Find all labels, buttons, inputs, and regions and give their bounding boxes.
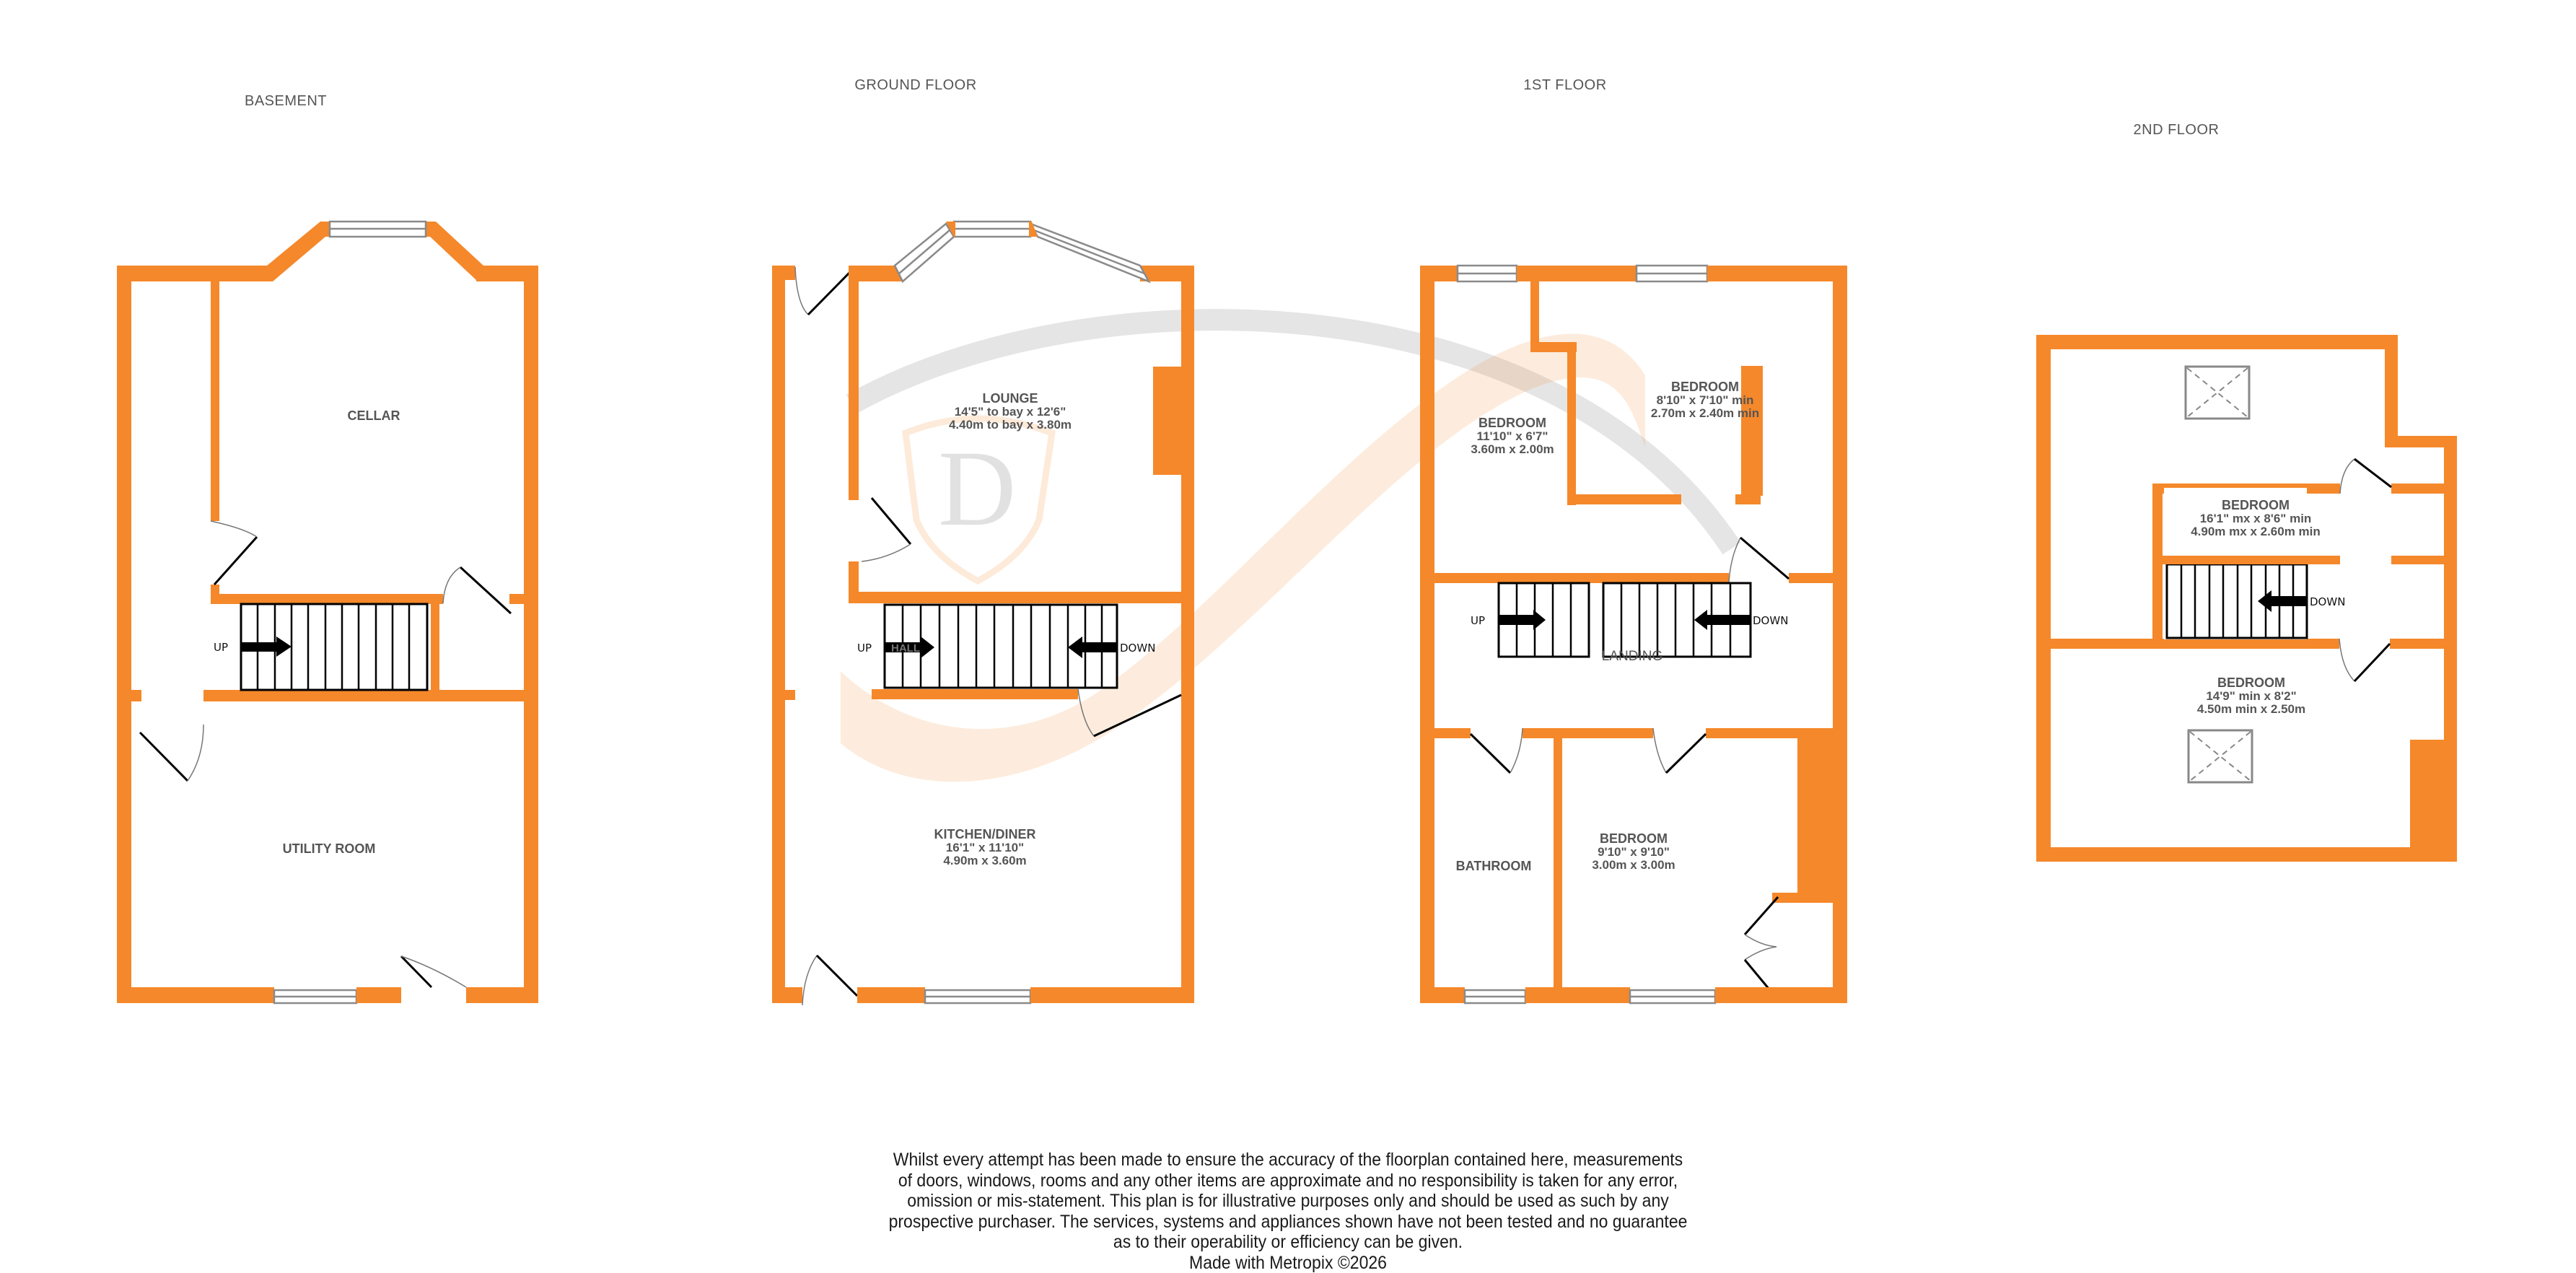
second-floor-stair-top-wall [2152, 556, 2340, 564]
room-bedroom-2-rear-dim-imperial: 14'9" min x 8'2" [2206, 689, 2296, 703]
room-bedroom-1-front-left-dim-metric: 3.60m x 2.00m [1471, 442, 1554, 456]
room-bedroom-1-front-left: BEDROOM [1478, 416, 1546, 430]
second-floor-stair-box [2167, 564, 2345, 638]
first-stair-up-label: UP [1471, 614, 1485, 627]
room-bedroom-1-front-right-dim-metric: 2.70m x 2.40m min [1651, 406, 1759, 420]
room-bedroom-2-front-dim-metric: 4.90m mx x 2.60m min [2191, 525, 2321, 538]
room-bedroom-2-rear-dim-metric: 4.50m min x 2.50m [2197, 702, 2305, 716]
second-floor-stair-top-wall-right [2391, 556, 2444, 564]
floor-label-second: 2ND FLOOR [2134, 122, 2220, 138]
room-bedroom-1-rear-dim-imperial: 9'10" x 9'10" [1598, 845, 1670, 859]
disclaimer [867, 1150, 1709, 1273]
room-bedroom-1-front-left-dim-imperial: 11'10" x 6'7" [1477, 429, 1548, 443]
disclaimer-line: of doors, windows, rooms and any other items are approximate and no responsibility is taken for any error, [867, 1171, 1709, 1191]
ground-floor-plan [772, 222, 1194, 1005]
room-bathroom: BATHROOM [1456, 859, 1532, 873]
ground-floor-staircase [857, 605, 1155, 688]
ground-stair-down-label: DOWN [1120, 642, 1155, 655]
watermark-letter: D [938, 429, 1016, 548]
basement-stair-up-label: UP [214, 641, 228, 654]
room-bedroom-1-rear-dim-metric: 3.00m x 3.00m [1592, 858, 1675, 872]
room-cellar: CELLAR [348, 408, 400, 423]
skylight-icon [2186, 367, 2249, 419]
room-utility: UTILITY ROOM [283, 841, 376, 856]
room-lounge: LOUNGE [982, 391, 1038, 406]
disclaimer-line: as to their operability or efficiency can be given. [867, 1232, 1709, 1253]
watermark [841, 320, 1732, 782]
disclaimer-line: omission or mis-statement. This plan is for illustrative purposes only and should be used as such by any [867, 1191, 1709, 1212]
room-kitchen-dim-metric: 4.90m x 3.60m [943, 854, 1026, 867]
room-bedroom-1-rear: BEDROOM [1600, 831, 1668, 846]
room-hall: HALL [891, 642, 920, 655]
room-bedroom-2-front: BEDROOM [2222, 498, 2290, 512]
room-lounge-dim-imperial: 14'5" to bay x 12'6" [955, 405, 1066, 419]
ground-stair-up-label: UP [857, 642, 872, 655]
room-bedroom-2-rear: BEDROOM [2217, 675, 2285, 690]
room-kitchen: KITCHEN/DINER [934, 827, 1035, 841]
basement-plan [117, 222, 538, 1003]
floor-label-first: 1ST FLOOR [1523, 77, 1606, 93]
room-bedroom-2-front-dim-imperial: 16'1" mx x 8'6" min [2200, 512, 2312, 525]
metropix-credit: Made with Metropix ©2026 [867, 1253, 1709, 1273]
floor-label-basement: BASEMENT [245, 93, 327, 109]
room-bedroom-1-front-right-dim-imperial: 8'10" x 7'10" min [1657, 393, 1754, 407]
room-bedroom-1-front-right: BEDROOM [1671, 380, 1739, 394]
room-lounge-dim-metric: 4.40m to bay x 3.80m [949, 418, 1072, 432]
skylight-icon [2189, 730, 2252, 782]
floor-label-ground: GROUND FLOOR [854, 77, 976, 93]
first-floor-staircase [1471, 583, 1788, 657]
disclaimer-line: Whilst every attempt has been made to ensure the accuracy of the floorplan contained here, measurements [867, 1150, 1709, 1171]
second-stair-down-label: DOWN [2310, 595, 2345, 608]
basement-staircase [214, 604, 427, 690]
room-kitchen-dim-imperial: 16'1" x 11'10" [946, 841, 1024, 854]
disclaimer-line: prospective purchaser. The services, systems and appliances shown have not been tested and no guarantee [867, 1212, 1709, 1233]
first-stair-down-label: DOWN [1753, 614, 1788, 627]
room-landing: LANDING [1602, 649, 1662, 664]
